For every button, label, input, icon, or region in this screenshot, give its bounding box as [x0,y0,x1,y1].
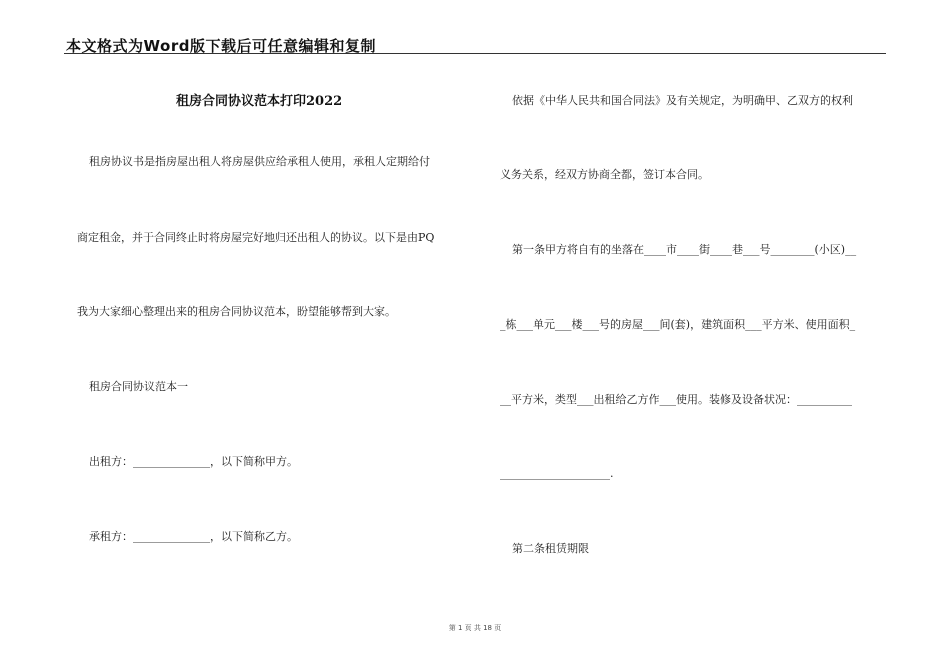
article-two-heading: 第二条租赁期限 [512,542,589,555]
left-paragraph-line-2: 商定租金，并于合同终止时将房屋完好地归还出租人的协议。以下是由PQ [77,231,435,244]
article-one-line-3: __平方米，类型___出租给乙方作___使用。装修及设备状况：__________ [500,393,852,406]
header-divider [64,53,886,54]
right-paragraph-line-1: 依据《中华人民共和国合同法》及有关规定，为明确甲、乙双方的权利 [512,94,853,107]
page-number: 第 1 页 共 18 页 [448,624,502,632]
lessee-line: 承租方：______________，以下简称乙方。 [89,530,298,543]
article-one-line-1: 第一条甲方将自有的坐落在____市____街____巷___号________(小区)__ [512,243,857,256]
section-heading-sample-one: 租房合同协议范本一 [89,380,188,393]
right-paragraph-line-2: 义务关系，经双方协商全都，签订本合同。 [500,168,709,181]
download-banner: 本文格式为Word版下载后可任意编辑和复制 [66,37,376,55]
left-paragraph-line-1: 租房协议书是指房屋出租人将房屋供应给承租人使用，承租人定期给付 [89,155,430,168]
article-one-line-2: _栋___单元___楼___号的房屋___间(套)，建筑面积___平方米、使用面积_ [500,318,856,331]
document-title: 租房合同协议范本打印2022 [176,94,343,109]
left-paragraph-line-3: 我为大家细心整理出来的租房合同协议范本，盼望能够帮到大家。 [77,305,396,318]
lessor-line: 出租方：______________，以下简称甲方。 [89,455,298,468]
article-one-line-4: ____________________. [500,467,614,480]
